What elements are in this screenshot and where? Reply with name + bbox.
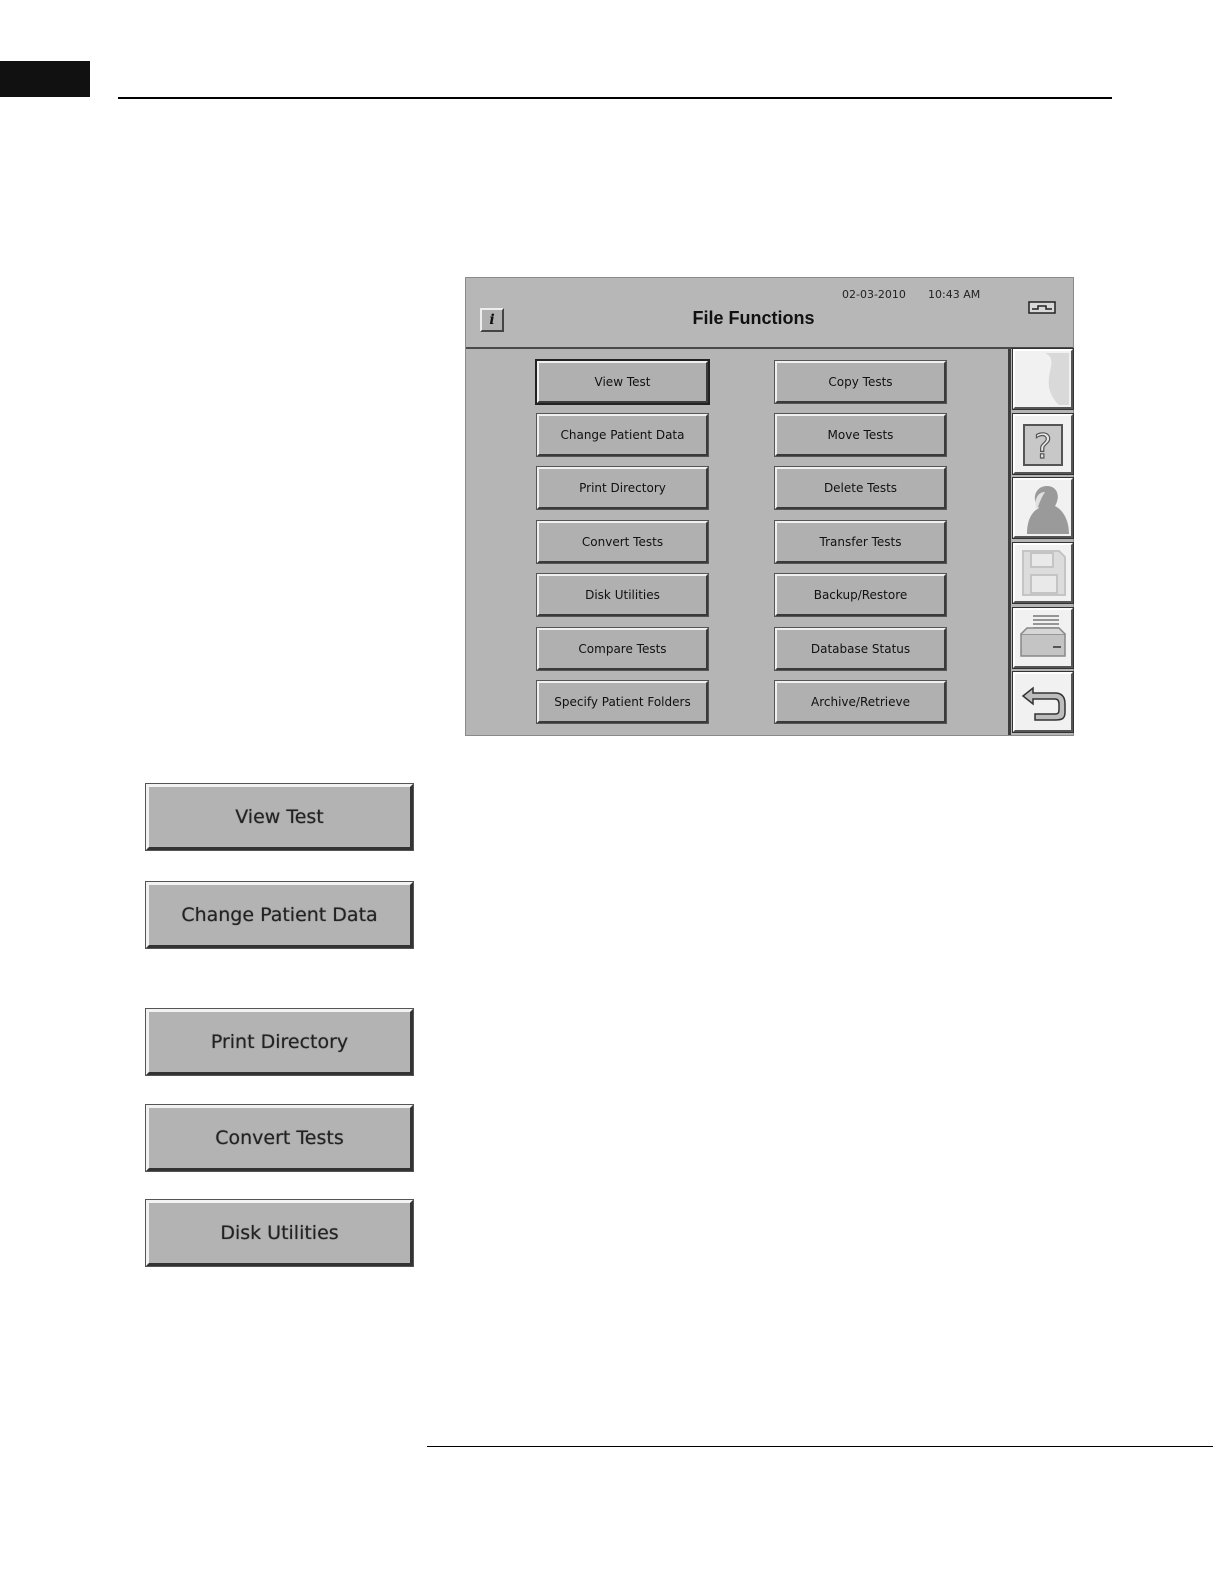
backup-restore-button[interactable]: Backup/Restore bbox=[775, 574, 946, 616]
callout-print-directory-button[interactable]: Print Directory bbox=[146, 1009, 413, 1075]
save-disk-toolbar-button[interactable] bbox=[1013, 543, 1073, 603]
date-display: 02-03-2010 bbox=[842, 288, 906, 301]
screen-header bbox=[466, 278, 1073, 349]
blank-icon bbox=[1015, 351, 1071, 407]
database-status-button[interactable]: Database Status bbox=[775, 628, 946, 670]
help-toolbar-button[interactable] bbox=[1013, 414, 1073, 474]
info-button[interactable]: i bbox=[480, 308, 504, 332]
change-patient-data-button[interactable]: Change Patient Data bbox=[537, 414, 708, 456]
disk-utilities-button[interactable]: Disk Utilities bbox=[537, 574, 708, 616]
help-icon bbox=[1015, 416, 1071, 472]
screen-title: File Functions bbox=[692, 308, 815, 328]
patient-toolbar-button[interactable] bbox=[1013, 478, 1073, 538]
printer-icon bbox=[1015, 610, 1071, 666]
page-tab-marker bbox=[0, 61, 90, 97]
status-indicator-icon bbox=[1028, 300, 1056, 316]
return-icon bbox=[1015, 674, 1071, 730]
blank-toolbar-button[interactable] bbox=[1013, 349, 1073, 409]
convert-tests-button[interactable]: Convert Tests bbox=[537, 521, 708, 563]
file-functions-screen bbox=[465, 277, 1074, 736]
view-test-button[interactable]: View Test bbox=[537, 361, 708, 403]
delete-tests-button[interactable]: Delete Tests bbox=[775, 467, 946, 509]
time-display: 10:43 AM bbox=[928, 288, 981, 301]
transfer-tests-button[interactable]: Transfer Tests bbox=[775, 521, 946, 563]
callout-disk-utilities-button[interactable]: Disk Utilities bbox=[146, 1200, 413, 1266]
disk-icon bbox=[1015, 545, 1071, 601]
move-tests-button[interactable]: Move Tests bbox=[775, 414, 946, 456]
specify-patient-folders-button[interactable]: Specify Patient Folders bbox=[537, 681, 708, 723]
callout-view-test-button[interactable]: View Test bbox=[146, 784, 413, 850]
copy-tests-button[interactable]: Copy Tests bbox=[775, 361, 946, 403]
return-toolbar-button[interactable] bbox=[1013, 672, 1073, 732]
sidebar-divider bbox=[1008, 349, 1011, 735]
archive-retrieve-button[interactable]: Archive/Retrieve bbox=[775, 681, 946, 723]
patient-icon bbox=[1015, 480, 1071, 536]
svg-text:?: ? bbox=[1033, 427, 1053, 467]
compare-tests-button[interactable]: Compare Tests bbox=[537, 628, 708, 670]
print-directory-button[interactable]: Print Directory bbox=[537, 467, 708, 509]
print-toolbar-button[interactable] bbox=[1013, 608, 1073, 668]
footer-rule bbox=[427, 1446, 1213, 1447]
callout-convert-tests-button[interactable]: Convert Tests bbox=[146, 1105, 413, 1171]
callout-change-patient-data-button[interactable]: Change Patient Data bbox=[146, 882, 413, 948]
header-rule bbox=[118, 97, 1112, 99]
